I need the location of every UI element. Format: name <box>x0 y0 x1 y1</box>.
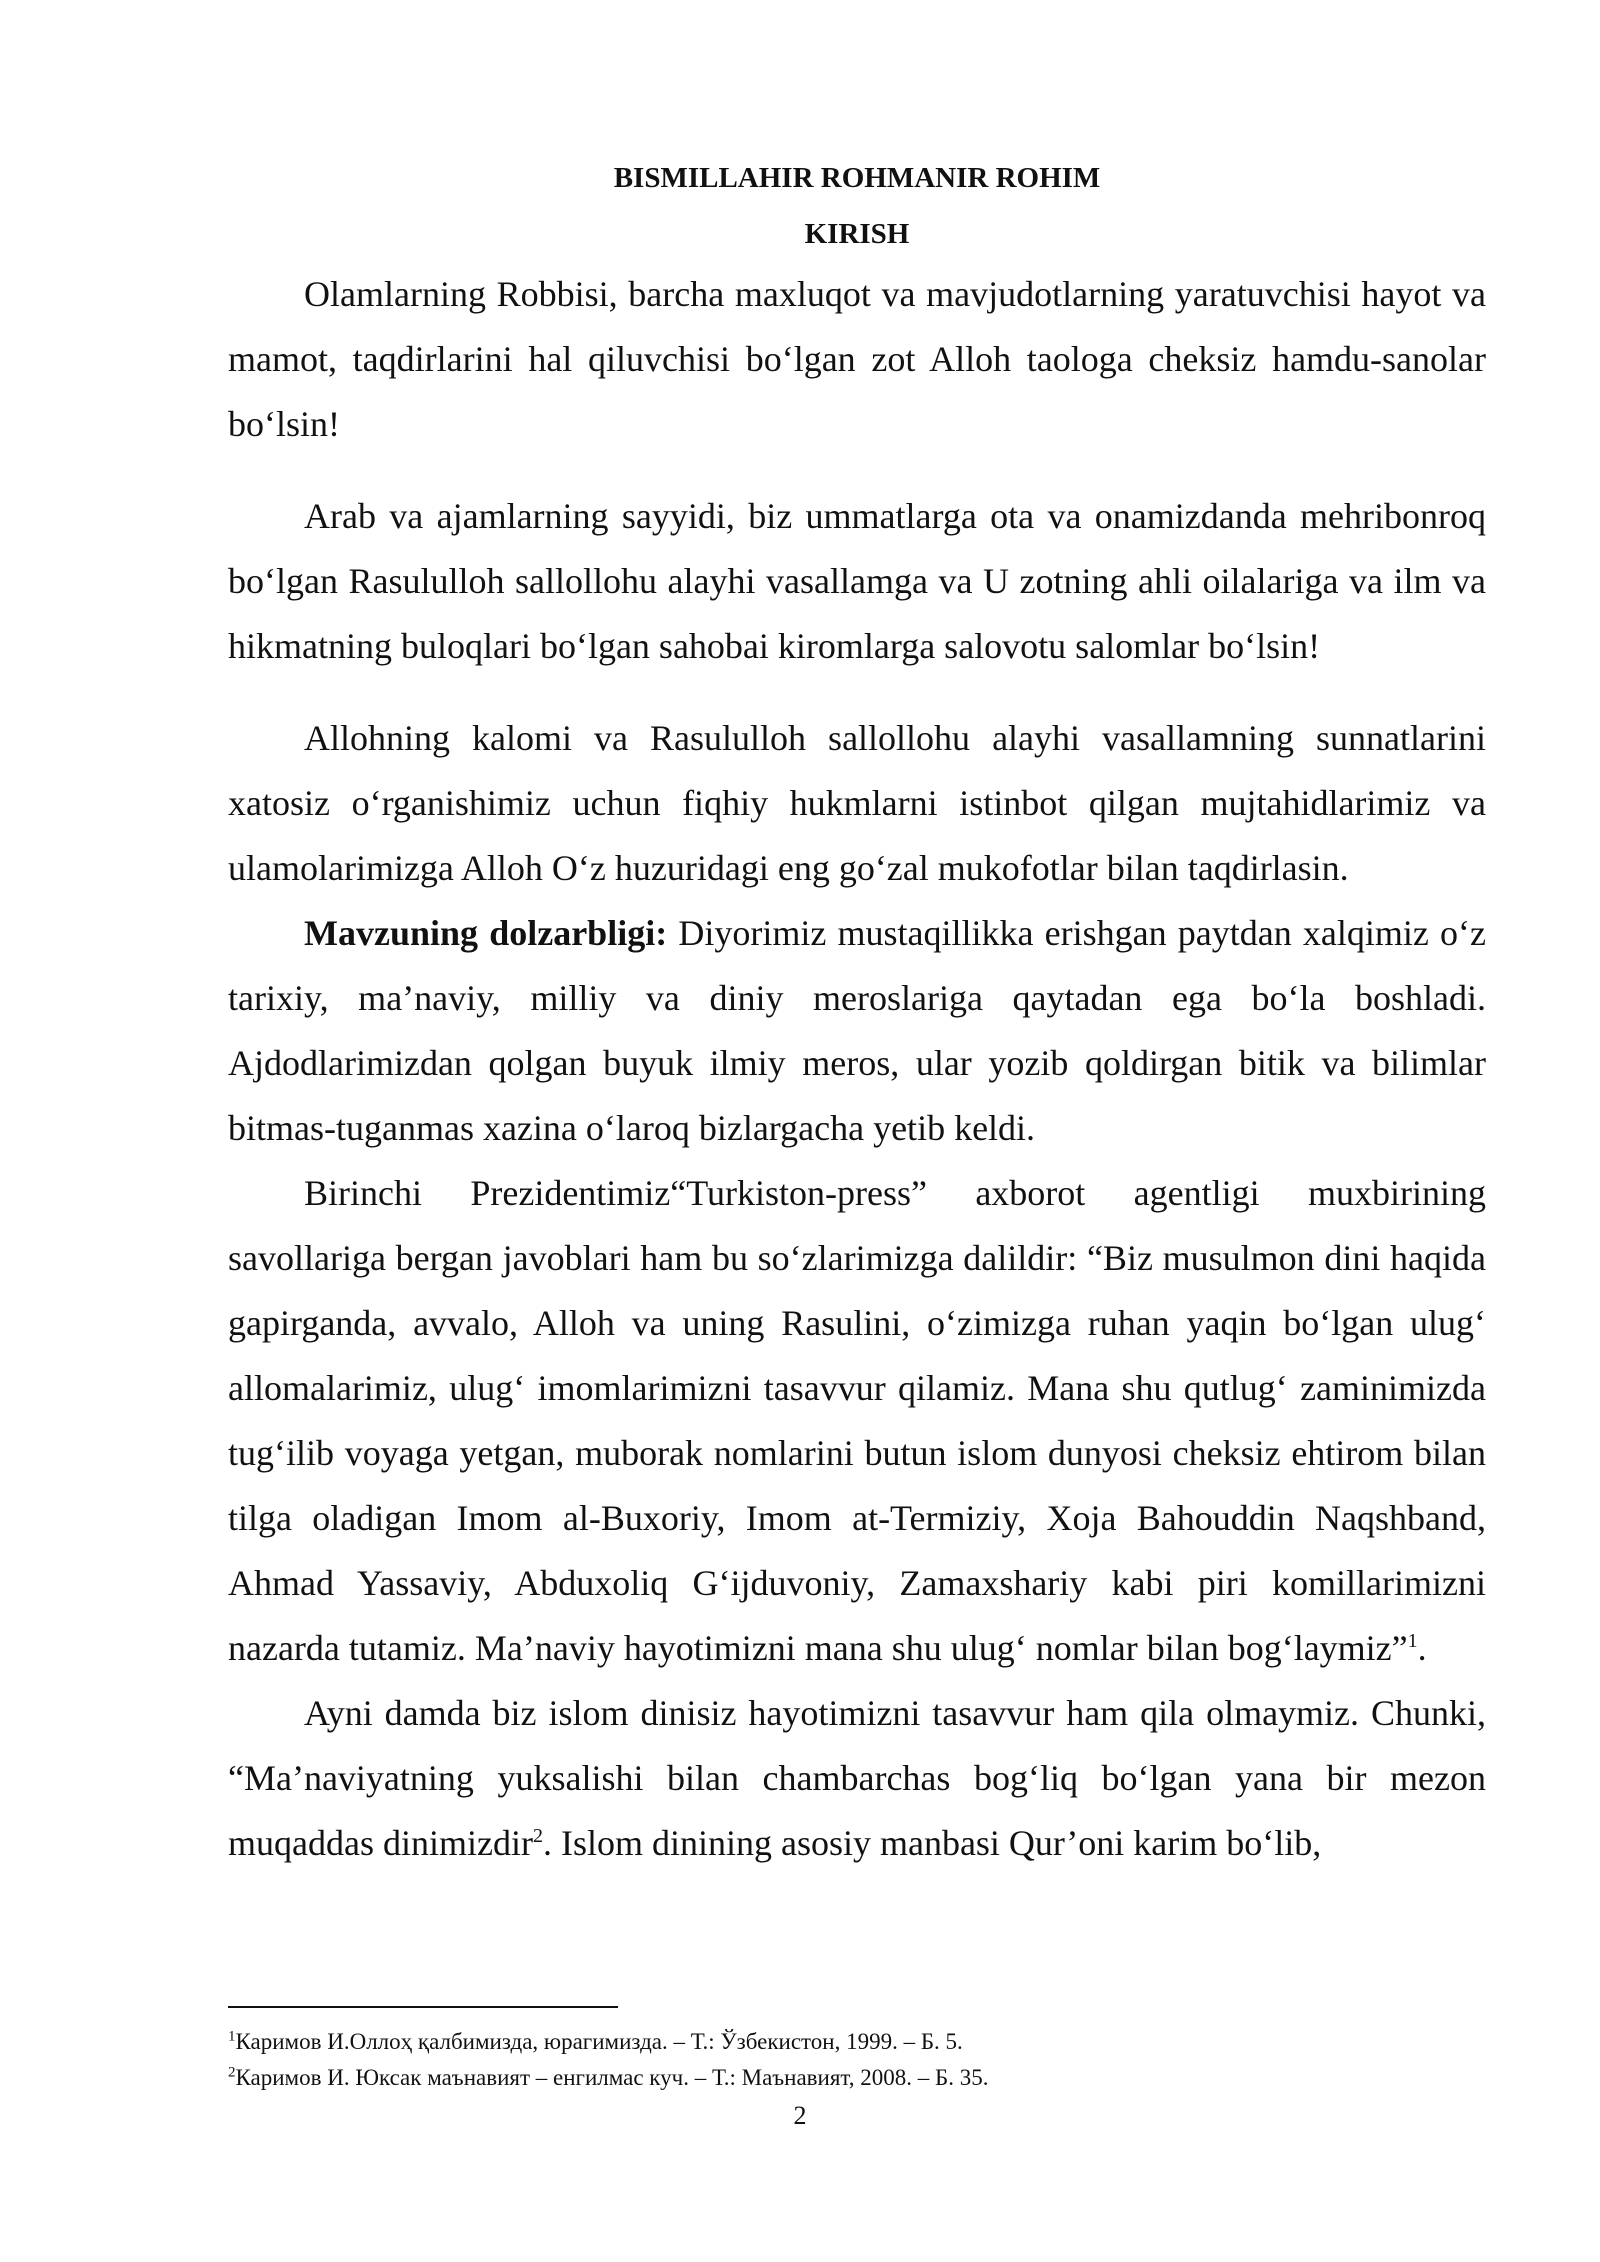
paragraph-salutation: Arab va ajamlarning sayyidi, biz ummatlarga ota va onamizdanda mehribonroq bo‘lgan Rasululloh sallollohu alayhi vasallamga va U zotning ahli oilalariga va ilm va hikmatning buloqlari bo‘lgan sahobai kiromlarga salovotu salomlar bo‘lsin! <box>228 496 1486 666</box>
document-body <box>228 150 1486 1876</box>
footnote-1 <box>228 2024 1486 2060</box>
president-quote-text: Birinchi Prezidentimiz“Turkiston-press” axborot agentligi muxbirining savollariga bergan javoblari ham bu so‘zlarimizga dalildir: “Biz musulmon dini haqida gapirganda, avvalo, Alloh va uning Rasulini, o‘zimizga ruhan yaqin bo‘lgan ulug‘ allomalarimiz, ulug‘ imomlarimizni tasavvur qilamiz. Mana shu qutlug‘ zaminimizda tug‘ilib voyaga yetgan, muborak nomlarini butun islom dunyosi cheksiz ehtirom bilan tilga oladigan Imom al-Buxoriy, Imom at-Termiziy, Xoja Bahouddin Naqshband, Ahmad Yassaviy, Abduxoliq G‘ijduvoniy, Zamaxshariy kabi piri komillarimizni nazarda tutamiz. Ma’naviy hayotimizni mana shu ulug‘ nomlar bilan bog‘laymiz” <box>228 1173 1486 1668</box>
relevance-text: Diyorimiz mustaqillikka erishgan paytdan xalqimiz o‘z tarixiy, ma’naviy, milliy va diniy meroslariga qaytadan ega bo‘la boshladi. Ajdodlarimizdan qolgan buyuk ilmiy meros, ular yozib qoldirgan bitik va bilimlar bitmas-tuganmas xazina o‘laroq bizlargacha yetib keldi. <box>228 913 1486 1148</box>
footnote-number-1: 1 <box>228 2028 236 2045</box>
footnote-separator <box>228 2006 618 2008</box>
religion-text-end: . Islom dinining asosiy manbasi Qur’oni karim bo‘lib, <box>542 1823 1322 1863</box>
footnote-text-2: Каримов И. Юксак маънавият – енгилмас куч. – Т.: Маънавият, 2008. – Б. 35. <box>235 2065 989 2090</box>
footnote-text-1: Каримов И.Оллоҳ қалбимизда, юрагимизда. – Т.: Ўзбекистон, 1999. – Б. 5. <box>235 2029 963 2054</box>
paragraph-religion <box>228 1681 1486 1876</box>
footnote-2 <box>228 2060 1486 2096</box>
paragraph-scholars: Allohning kalomi va Rasululloh sallollohu alayhi vasallamning sunnatlarini xatosiz o‘rganishimiz uchun fiqhiy hukmlarni istinbot qilgan mujtahidlarimiz va ulamolarimizga Alloh O‘z huzuridagi eng go‘zal mukofotlar bilan taqdirlasin. <box>228 718 1486 888</box>
relevance-label: Mavzuning dolzarbligi: <box>304 913 668 953</box>
paragraph-relevance <box>228 901 1486 1161</box>
president-quote-end: . <box>1417 1628 1427 1668</box>
paragraph-praise: Olamlarning Robbisi, barcha maxluqot va mavjudotlarning yaratuvchisi hayot va mamot, taqdirlarini hal qiluvchisi bo‘lgan zot Alloh taologa cheksiz hamdu-sanolar bo‘lsin! <box>228 274 1486 444</box>
page-number: 2 <box>793 2101 807 2130</box>
footnote-ref-2[interactable]: 2 <box>532 1825 543 1847</box>
document-heading-introduction: KIRISH <box>804 218 910 250</box>
paragraph-president-quote <box>228 1161 1486 1681</box>
document-heading-basmala: BISMILLAHIR ROHMANIR ROHIM <box>613 162 1101 194</box>
religion-text: Ayni damda biz islom dinisiz hayotimizni tasavvur ham qila olmaymiz. Chunki, “Ma’naviyatning yuksalishi bilan chambarchas bog‘liq bo‘lgan yana bir mezon muqaddas dinimizdir <box>228 1693 1486 1863</box>
footnote-number-2: 2 <box>228 2064 236 2081</box>
footnotes <box>228 2024 1486 2096</box>
footnote-ref-1[interactable]: 1 <box>1407 1630 1418 1652</box>
